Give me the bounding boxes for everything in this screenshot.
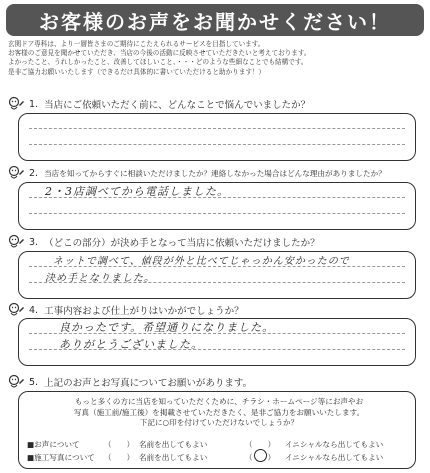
question-text: 工事内容および仕上がりはいかがでしょうか？ <box>44 306 244 317</box>
intro-line: お客様のご意見を聞かせていただき、当店の今後の活動に反映させていただきたいと考えております。 <box>8 49 311 58</box>
name-ok-label: 名前を出してもよい <box>139 440 208 449</box>
consent-box <box>18 391 416 469</box>
answer-box-2 <box>18 182 416 230</box>
intro-line: 是非ご協力お願いいたします（できるだけ具体的に書いていただけると助かります！） <box>8 67 266 76</box>
question-5 <box>8 373 424 391</box>
person-icon <box>8 374 26 390</box>
question-1 <box>8 95 424 113</box>
intro-line: 玄関ドア専科は、より一層皆さまのご期待にこたえられるサービスを目指しています。 <box>8 40 265 48</box>
answer-line <box>29 144 405 145</box>
person-icon <box>8 234 26 250</box>
name-ok-checkbox[interactable]: （ ） <box>103 453 135 462</box>
question-number: 1. <box>29 98 39 110</box>
question-number: 4. <box>29 304 39 316</box>
handwritten-answer: 決め手となりました。 <box>45 273 155 284</box>
handwritten-answer: 良かったです。希望通りになりました。 <box>59 321 275 334</box>
initial-ok-checkbox[interactable] <box>235 452 285 463</box>
answer-box-1 <box>18 113 416 161</box>
consent-row-voice <box>27 439 411 450</box>
question-text: 当店を知ってからすぐに相談いただけましたか？連絡しなかった場合はどんな理由がありましたか？ <box>44 168 386 178</box>
question-text: 当店にご依頼いただく前に、どんなことで悩んでいましたか？ <box>44 100 311 111</box>
name-ok-label: 名前を出してもよい <box>139 453 208 462</box>
person-icon <box>8 165 26 181</box>
handwritten-answer: ありがとうございました。 <box>59 338 203 351</box>
intro-line: よかったこと、うれしかったこと、改善してほしいこと、・・・どのような些細なことでも結構です。 <box>8 58 308 67</box>
page-title-banner <box>6 4 424 36</box>
initial-ok-checkbox[interactable]: （ ） <box>244 440 276 449</box>
consent-line: もっと多くの方に当店を知っていただくために、チラシ・ホームページ等にお声やお <box>74 397 364 406</box>
circle-mark <box>254 449 267 462</box>
consent-line: 下記に○印を付けていただけないでしょうか？ <box>139 418 299 427</box>
consent-text <box>27 397 411 429</box>
consent-row-label: ■お声について <box>27 440 80 449</box>
handwritten-answer: 2・3店調べてから電話しました。 <box>45 185 229 198</box>
paren-text: （ ） <box>244 453 276 462</box>
question-number: 2. <box>29 167 39 179</box>
answer-line <box>29 128 405 129</box>
question-text: （どこの部分）が決め手となって当店に依頼いただけましたか？ <box>44 238 320 249</box>
intro-text <box>8 40 424 77</box>
answer-line <box>29 213 405 214</box>
handwritten-answer: ネットで調べて、値段が外と比べてじゃっかん安かったので <box>53 256 350 267</box>
consent-row-label: ■施工写真について <box>27 453 95 462</box>
page-title: お客様のお声をお聞かせください！ <box>39 9 391 34</box>
question-text: 上記のお声とお写真についてお願いがあります。 <box>44 378 253 389</box>
question-4 <box>8 301 424 319</box>
person-icon <box>8 96 26 112</box>
answer-box-3 <box>18 251 416 299</box>
question-3 <box>8 233 424 251</box>
question-2 <box>8 164 424 182</box>
consent-row-photo <box>27 452 411 463</box>
initial-ok-label: イニシャルなら出してもよい <box>285 453 384 462</box>
person-icon <box>8 302 26 318</box>
initial-ok-label: イニシャルなら出してもよい <box>285 440 384 449</box>
answer-box-4 <box>18 318 416 366</box>
name-ok-checkbox[interactable]: （ ） <box>103 440 135 449</box>
consent-line: 写真（施工前/施工後）を掲載させていただきたく、是非ご協力をお願いいたします。 <box>73 407 365 417</box>
question-number: 5. <box>29 376 39 388</box>
question-number: 3. <box>29 236 39 248</box>
